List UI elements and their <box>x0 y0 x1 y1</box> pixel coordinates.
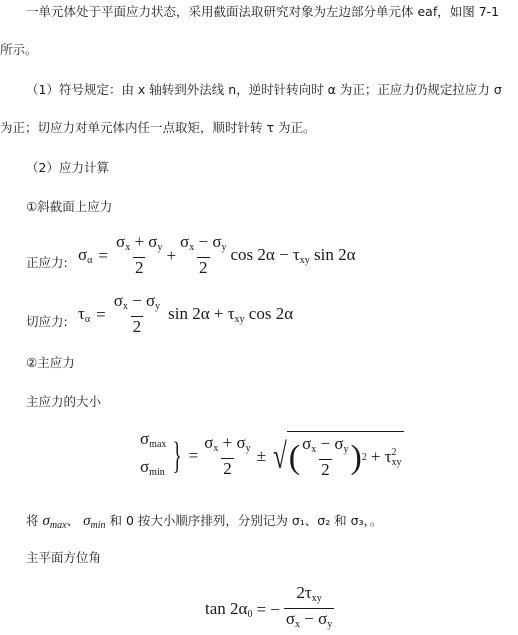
paragraph-intro-cont: 所示。 <box>0 42 38 57</box>
eq1-fraction-diff: $\frac{\sigma_x - \sigma_y}{2}$ <box>180 232 227 277</box>
sqrt-icon: √ <box>272 436 287 476</box>
eq1-tail: $\cos 2\alpha - \tau_{xy}$ sin 2α <box>230 245 356 266</box>
eq1-lhs: $\sigma_\alpha$ <box>78 245 93 266</box>
shear-stress-equation: $\tau_\alpha$ = $\frac{\sigma_x - \sigma_y}{2}$ $\sin 2\alpha + \tau_{xy}$ cos 2α <box>78 291 294 336</box>
paragraph-principal-magnitude: 主应力的大小 <box>26 394 102 409</box>
shear-stress-label: 切应力: <box>26 314 68 329</box>
eq3-lhs-stack: $\sigma_{max}$ $\sigma_{min}$ <box>140 429 167 478</box>
eq4-lhs: $\tan 2\alpha_0$ <box>205 599 253 620</box>
paragraph-intro: 一单元体处于平面应力状态，采用截面法取研究对象为左边部分单元体 eaf，如图 7-1 <box>26 4 500 19</box>
normal-stress-equation: $\sigma_\alpha$ = $\frac{\sigma_x + \sigma_y}{2}$ + $\frac{\sigma_x - \sigma_y}{2}$ $\cos 2\alpha - \tau_{xy}$ sin 2α <box>78 232 356 277</box>
eq2-lhs: $\tau_\alpha$ <box>78 304 91 325</box>
principal-angle-equation: $\tan 2\alpha_0$ = − $\frac{2\tau_{xy}}{\sigma_x - \sigma_y}$ <box>205 584 334 635</box>
subheading-principal-stress: ②主应力 <box>26 355 75 370</box>
eq3-sqrt: √ ( $\frac{\sigma_x - \sigma_y}{2}$ ) 2 + τ 2 xy <box>270 431 404 481</box>
paragraph-principal-plane: 主平面方位角 <box>26 550 102 565</box>
eq4-fraction: $\frac{2\tau_{xy}}{\sigma_x - \sigma_y}$ <box>284 584 334 635</box>
paragraph-sign-convention: （1）符号规定：由 x 轴转到外法线 n，逆时针转向时 α 为正；正应力仍规定拉应力 σ <box>26 82 502 97</box>
section-heading-stress-calc: （2）应力计算 <box>26 160 109 175</box>
eq2-tail: $\sin 2\alpha + \tau_{xy}$ cos 2α <box>168 304 294 325</box>
eq2-fraction: $\frac{\sigma_x - \sigma_y}{2}$ <box>113 291 161 336</box>
eq1-fraction-sum: $\frac{\sigma_x + \sigma_y}{2}$ <box>116 232 163 277</box>
principal-stress-equation: $\sigma_{max}$ $\sigma_{min}$ } = $\frac{\sigma_x + \sigma_y}{2}$ ± √ ( $\frac{\sigma_x - \sigma_y}{2}$ ) 2 + τ 2 xy <box>140 428 404 484</box>
eq3-fraction-mean: $\frac{\sigma_x + \sigma_y}{2}$ <box>204 432 251 478</box>
subheading-oblique-section: ①斜截面上应力 <box>26 199 113 214</box>
paragraph-sign-convention-cont: 为正；切应力对单元体内任一点取矩，顺时针转 τ 为正。 <box>0 120 316 135</box>
eq3-brace: } <box>172 435 183 477</box>
normal-stress-label: 正应力: <box>26 255 68 270</box>
paragraph-ordering: 将 $\sigma_{max}$、 $\sigma_{min}$ 和 0 按大小顺序排列，分别记为 σ₁、σ₂ 和 σ₃，。 <box>26 513 383 531</box>
eq3-fraction-half-diff: $\frac{\sigma_x - \sigma_y}{2}$ <box>302 434 349 479</box>
